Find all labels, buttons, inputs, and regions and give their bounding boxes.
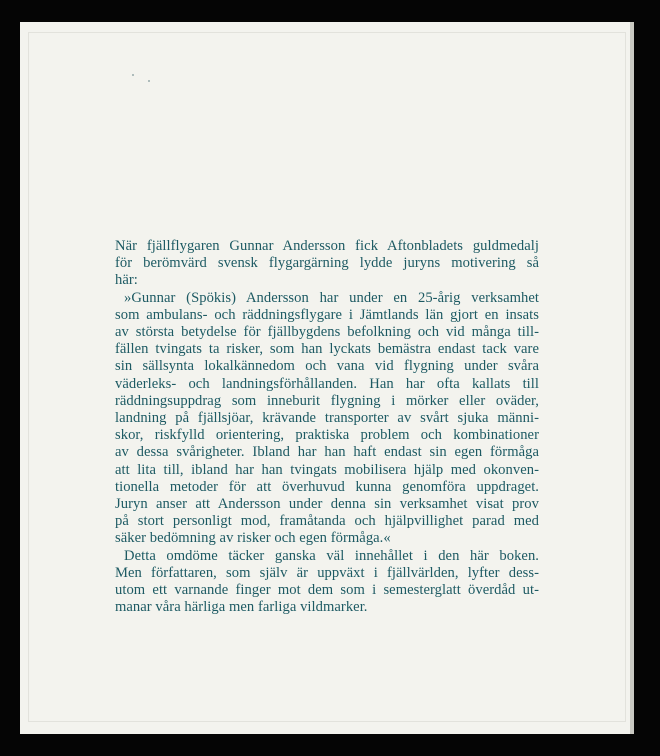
- text-line: här:: [115, 272, 138, 289]
- paper-speck: [132, 74, 134, 76]
- text-line: för berömvärd svensk flygargärning lydde juryns motivering så: [115, 255, 539, 272]
- paragraph-jury-citation: [115, 290, 539, 548]
- text-line: fällen tvingats ta risker, som han lyckats bemästra endast tack vare: [115, 341, 539, 358]
- text-line: Men författaren, som själv är uppväxt i fjällvärlden, lyfter dess-: [115, 564, 539, 581]
- text-line: skor, riskfylld orientering, praktiska problem och kombinationer: [115, 427, 539, 444]
- jacket-blurb-text: [115, 238, 539, 616]
- text-line: väderleks- och landningsförhållanden. Han har ofta kallats till: [115, 375, 539, 392]
- text-line: tionella metoder för att överhuvud kunna genomföra uppdraget.: [115, 478, 539, 495]
- text-line: Juryn anser att Andersson under denna sin verksamhet visat prov: [115, 496, 539, 513]
- text-line: manar våra härliga men farliga vildmarker.: [115, 599, 368, 616]
- text-line: att lita till, ibland har han tvingats mobilisera hjälp med okonven-: [115, 461, 539, 478]
- text-line: landning på fjällsjöar, krävande transporter av svårt sjuka männi-: [115, 410, 539, 427]
- text-line: räddningsuppdrag som inneburit flygning i mörker eller oväder,: [115, 392, 539, 409]
- text-line: utom ett varnande finger mot dem som i semesterglatt överdåd ut-: [115, 582, 539, 599]
- text-line: säker bedömning av risker och egen förmåga.«: [115, 530, 391, 547]
- text-line: på stort personligt mod, framåtanda och hjälpvillighet parad med: [115, 513, 539, 530]
- paragraph-book-summary: [115, 548, 539, 617]
- paragraph-intro: [115, 238, 539, 290]
- paper-speck: [148, 80, 150, 82]
- text-line: Detta omdöme täcker ganska väl innehållet i den här boken.: [124, 547, 539, 564]
- text-line: sin sällsynta lokalkännedom och vana vid flygning under svåra: [115, 358, 539, 375]
- text-line: som ambulans- och räddningsflygare i Jämtlands län gjort en insats: [115, 306, 539, 323]
- text-line: av dessa svårigheter. Ibland har han haft endast sin egen förmåga: [115, 444, 539, 461]
- text-line: »Gunnar (Spökis) Andersson har under en 25-årig verksamhet: [124, 289, 539, 306]
- text-line: av största betydelse för fjällbygdens befolkning och vid många till-: [115, 324, 539, 341]
- text-line: När fjällflygaren Gunnar Andersson fick Aftonbladets guldmedalj: [115, 238, 539, 254]
